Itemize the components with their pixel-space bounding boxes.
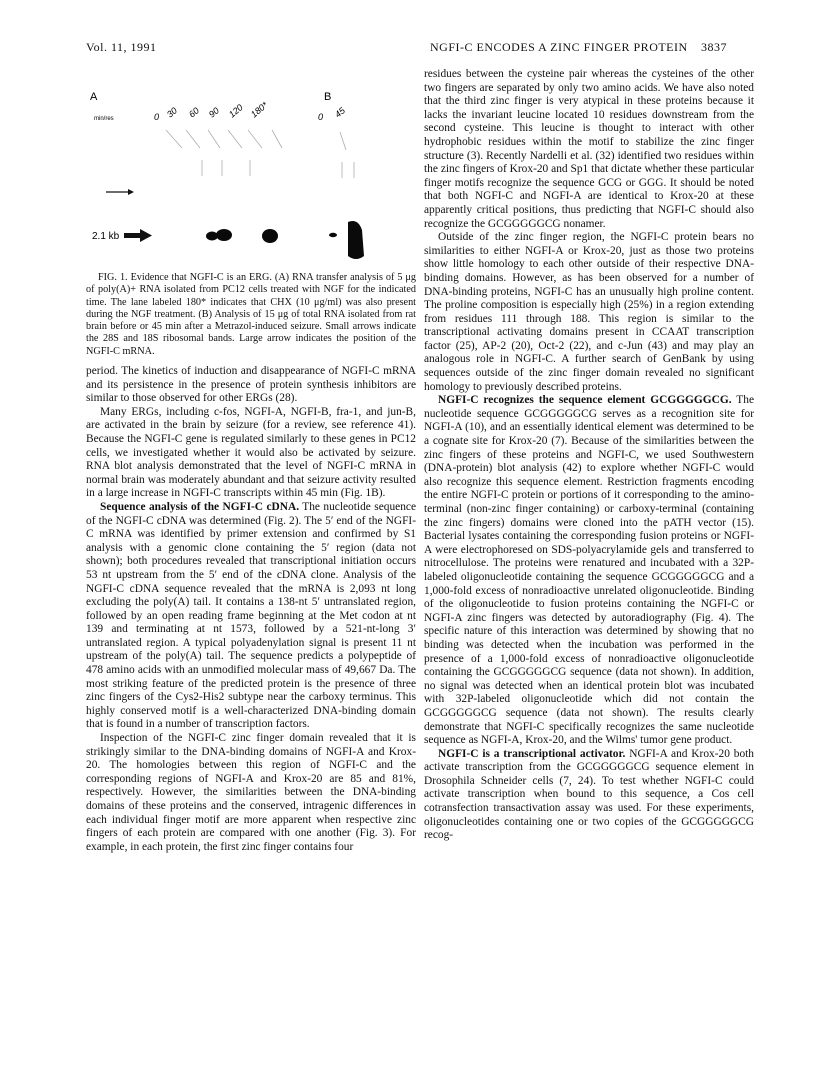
section-heading: NGFI-C recognizes the sequence element GCGGGGGCG. [438, 394, 732, 407]
paragraph: Outside of the zinc finger region, the NGFI-C protein bears no similarities to either NGFI-A or Krox-20, just as those two proteins show little homology to each other outside of their respective DNA-binding domains. However, as has been observed for a number of DNA-binding proteins, NGFI-C has an unusually high proline content. The proline composition is especially high (25%) in a region extending from residues 111 through 188. This region is similar to the transcriptional activating domains present in CCAAT transcription factor (25), AP-2 (20), Oct-2 (22), and c-Jun (43) and may play an analogous role in NGFI-C. A further search of GenBank by using sequences outside of the zinc finger domain revealed no significant homology to previously described proteins. [424, 231, 754, 393]
running-head-title: NGFI-C ENCODES A ZINC FINGER PROTEIN [430, 40, 688, 54]
figure-1-blot [86, 90, 416, 266]
running-head-volume: Vol. 11, 1991 [86, 40, 157, 54]
right-column [424, 68, 754, 843]
lane-a-label: 180* [248, 99, 270, 120]
paragraph: residues between the cysteine pair whereas the cysteines of the other two fingers are separated by only two amino acids. We have also noted that the third zinc finger is very atypical in these proteins because it lacks the invariant leucine located 10 residues downstream from the second cysteine. This leucine is thought to interact with other hydrophobic residues within the motif to stabilize the zinc finger structure (3). Recently Nardelli et al. (32) identified two residues within the zinc fingers of Krox-20 and Sp1 that dictate whether these particular finger motifs recognize the sequence GCG or GGG. It should be noted that both NGFI-C and NGFI-A are identical to Krox-20 at these apparently critical positions, thus predicting that NGFI-C should also recognize the GCGGGGGCG nonamer. [424, 68, 754, 230]
panel-a-label: A [90, 91, 98, 103]
lane-a-label: 60 [186, 105, 201, 120]
large-arrow-icon [124, 229, 152, 242]
figure-1-caption: FIG. 1. Evidence that NGFI-C is an ERG. (A) RNA transfer analysis of 5 μg of poly(A)+ RNA isolated from PC12 cells treated with NGF for the indicated time. The lane labeled 180* indicates that CHX (10 μg/ml) was also present during the NGF treatment. (B) Analysis of 15 μg of total RNA isolated from rat brain before or 45 min after a Metrazol-induced seizure. Small arrows indicate the 28S and 18S ribosomal bands. Large arrow indicates the position of the NGFI-C mRNA. [86, 272, 416, 357]
lane-a-label: 30 [164, 105, 179, 120]
lane-b-label: 45 [332, 105, 347, 120]
section-heading: Sequence analysis of the NGFI-C cDNA. [100, 500, 300, 513]
paragraph: period. The kinetics of induction and disappearance of NGFI-C mRNA and its persistence in the presence of protein synthesis inhibitors are similar to those observed for other ERGs (28). [86, 365, 416, 405]
paragraph: Many ERGs, including c-fos, NGFI-A, NGFI-B, fra-1, and jun-B, are activated in the brain by seizure (for a review, see reference 41). Because the NGFI-C gene is regulated similarly to these genes in PC12 cells, we investigated whether it would also be activated by seizure. RNA blot analysis demonstrated that the level of NGFI-C mRNA in normal brain was moderately abundant and that seizure activity resulted in a large increase in NGFI-C transcripts within 45 min (Fig. 1B). [86, 405, 416, 500]
lane-a-label: 0 [154, 112, 160, 122]
lane-a-label: 90 [206, 105, 221, 120]
page-number: 3837 [701, 40, 727, 54]
paragraph: Sequence analysis of the NGFI-C cDNA. The nucleotide sequence of the NGFI-C cDNA was determined (Fig. 2). The 5′ end of the NGFI-C mRNA was identified by primer extension and confirmed by S1 analysis with a genomic clone containing the 5′ region (data not shown); both procedures revealed that transcriptional initiation occurs 53 nt upstream from the 5′ end of the cDNA clone. Analysis of the NGFI-C cDNA sequence revealed that the mRNA is 2,093 nt long excluding the poly(A) tail. It contains a 138-nt 5′ untranslated region, followed by an open reading frame beginning at the Met codon at nt 139 and terminating at nt 1573, followed by a 521-nt-long 3′ untranslated region. A typical polyadenylation signal is present 11 nt upstream of the poly(A) tail. The sequence predicts a polypeptide of 478 amino acids with an unmodified molecular mass of 49,667 Da. The most striking feature of the predicted protein is the presence of three zinc fingers of the Cys2-His2 subtype near the carboxy terminus. This highly conserved motif is a well-characterized DNA-binding domain that is found in a number of transcription factors. [86, 500, 416, 731]
paragraph: NGFI-C recognizes the sequence element GCGGGGGCG. The nucleotide sequence GCGGGGGCG serves as a recognition site for NGFI-A (10), and an essentially identical element was determined to be a cognate site for Krox-20 (7). Because of the similarities between the zinc fingers of these proteins and NGFI-C, we used Southwestern (DNA-protein) blot analysis (42) to explore whether NGFI-C would also recognize this sequence element. Restriction fragments encoding the entire NGFI-C protein or portions of it corresponding to the amino-terminal (non-zinc finger containing) or carboxy-terminal (containing the zinc fingers) domains were cloned into the pATH vector (15). Bacterial lysates containing the corresponding fusion proteins or NGFI-A were electrophoresed on SDS-polyacrylamide gels and transferred to nitrocellulose. The proteins were renatured and incubated with a 32P-labeled oligonucleotide containing the sequence GCGGGGGCG and a 1,000-fold excess of nonradioactive unrelated oligonucleotide. Binding of the oligonucleotide to fusion proteins containing the NGFI-C or NGFI-A zinc fingers was detected by autoradiography (Fig. 4). The specific nature of this interaction was determined by showing that no binding was detected when the incubation was performed in the presence of a 1,000-fold excess of nonradioactive oligonucleotide containing the GCGGGGGCG sequence (data not shown). In addition, no signal was detected when an identical protein blot was incubated with 32P-labeled oligonucleotide which did not contain the GCGGGGGCG sequence (data not shown). The results clearly demonstrate that NGFI-C specifically recognizes the same nucleotide sequence as NGFI-A, Krox-20, and the Wilms' tumor gene product. [424, 394, 754, 747]
size-marker-label: 2.1 kb [92, 231, 120, 242]
section-heading: NGFI-C is a transcriptional activator. [438, 747, 626, 760]
blot-bands [206, 221, 364, 259]
min-label: min/res [94, 116, 114, 122]
paragraph: NGFI-C is a transcriptional activator. NGFI-A and Krox-20 both activate transcription from the GCGGGGGCG sequence element in Drosophila Schneider cells (7, 24). To test whether NGFI-C could activate transcription when bound to this sequence, a Cos cell cotransfection transactivation assay was used. For these experiments, oligonucleotides containing one or two copies of the GCGGGGGCG recog- [424, 747, 754, 842]
lane-a-label: 120 [226, 102, 245, 120]
paragraph: Inspection of the NGFI-C zinc finger domain revealed that it is strikingly similar to the DNA-binding domains of NGFI-A and Krox-20. The homologies between this region of NGFI-C and the corresponding regions of NGFI-A and Krox-20 are 85 and 81%, respectively. However, the similarities between the DNA-binding domains of these proteins and the conserved, intragenic differences in each individual finger motif are more apparent when respective zinc fingers of each protein are compared with one another (Fig. 3). For example, in each protein, the first zinc finger contains four [86, 732, 416, 853]
left-column [86, 365, 416, 854]
lane-b-label: 0 [318, 112, 324, 122]
small-arrow-icon [106, 189, 134, 195]
panel-b-label: B [324, 91, 332, 103]
